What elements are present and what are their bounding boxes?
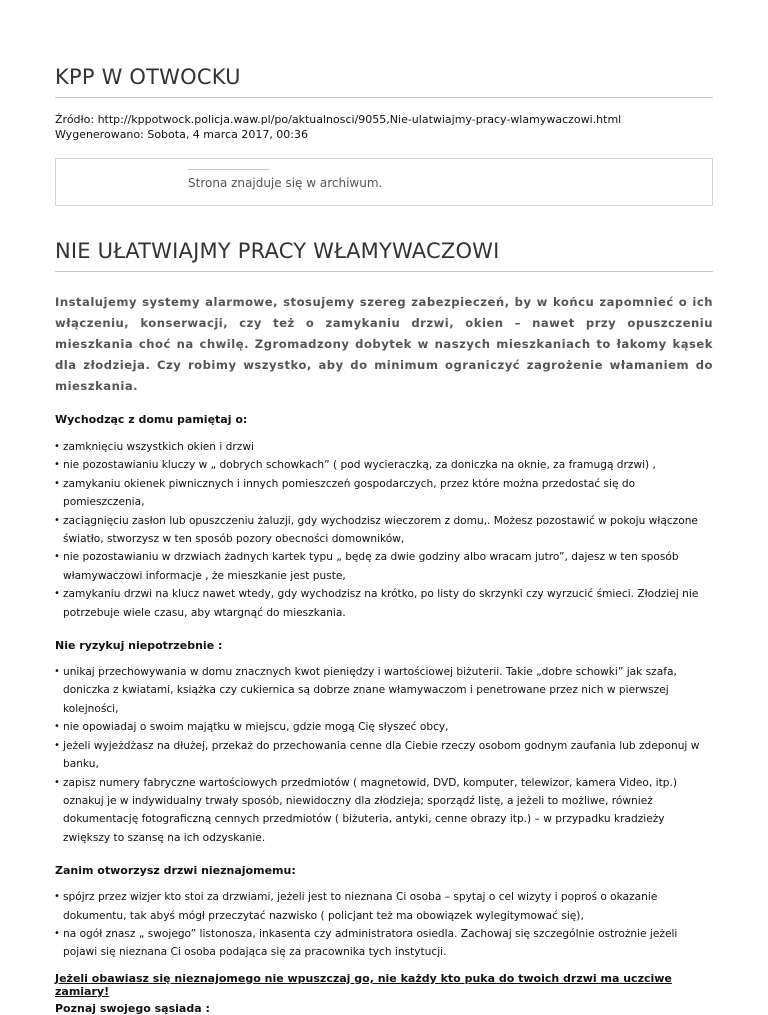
- archive-notice-divider: [188, 169, 270, 170]
- list-item: • nie opowiadaj o swoim majątku w miejscu, gdzie mogą Cię słyszeć obcy,: [55, 718, 713, 736]
- warning-text: Jeżeli obawiasz się nieznajomego nie wpuszczaj go, nie każdy kto puka do twoich drzwi ma uczciwe zamiary!: [55, 971, 672, 998]
- generated-date: Wygenerowano: Sobota, 4 marca 2017, 00:36: [55, 128, 309, 141]
- list-item: • nie pozostawianiu w drzwiach żadnych kartek typu „ będę za dwie godziny albo wracam jutro”, dajesz w ten sposób włamywaczowi informacje , że mieszkanie jest puste,: [55, 548, 713, 585]
- article-title-divider: [55, 271, 713, 272]
- list-item: • nie pozostawianiu kluczy w „ dobrych schowkach” ( pod wycieraczką, za doniczka na oknie, za framugą drzwi) ,: [55, 456, 713, 474]
- list-item: • zamknięciu wszystkich okien i drzwi: [55, 438, 713, 456]
- title-divider: [55, 97, 713, 98]
- section-heading-dont-risk: Nie ryzykuj niepotrzebnie :: [55, 639, 223, 653]
- section-heading-neighbour: Poznaj swojego sąsiada :: [55, 1001, 210, 1015]
- list-item: • spójrz przez wizjer kto stoi za drzwiami, jeżeli jest to nieznana Ci osoba – spytaj o cel wizyty i poproś o okazanie dokumentu, tak abyś mógł przeczytać nazwisko ( policjant też ma obowiązek wylegitymować się),: [55, 888, 713, 925]
- list-item: • jeżeli wyjeżdżasz na dłużej, przekaż do przechowania cenne dla Ciebie rzeczy osobom godnym zaufania lub zdeponuj w banku,: [55, 737, 713, 774]
- section-heading-strangers: Zanim otworzysz drzwi nieznajomemu:: [55, 864, 296, 878]
- list-strangers: [55, 888, 713, 962]
- list-leaving-home: [55, 438, 713, 622]
- list-dont-risk: [55, 663, 713, 847]
- list-item: • na ogół znasz „ swojego” listonosza, inkasenta czy administratora osiedla. Zachowaj się szczególnie ostrożnie jeżeli pojawi się nieznana Ci osoba podająca się za pracownika tych instytucji.: [55, 925, 713, 962]
- source-url: Źródło: http://kppotwock.policja.waw.pl/po/aktualnosci/9055,Nie-ulatwiajmy-pracy-wlamywaczowi.html: [55, 113, 622, 126]
- archive-notice: Strona znajduje się w archiwum.: [188, 176, 383, 190]
- site-title: KPP W OTWOCKU: [55, 65, 241, 89]
- list-item: • unikaj przechowywania w domu znacznych kwot pieniędzy i wartościowej biżuterii. Takie „dobre schowki” jak szafa, doniczka z kwiatami, książka czy cukiernica są dobrze znane włamywaczom i penetrowane przez nich w pierwszej kolejności,: [55, 663, 713, 718]
- list-item: • zamykaniu okienek piwnicznych i innych pomieszczeń gospodarczych, przez które można przedostać się do pomieszczenia,: [55, 475, 713, 512]
- list-item: • zaciągnięciu zasłon lub opuszczeniu żaluzji, gdy wychodzisz wieczorem z domu,. Możesz pozostawić w pokoju włączone światło, stworzysz w ten sposób pozory obecności domowników,: [55, 512, 713, 549]
- list-item: • zapisz numery fabryczne wartościowych przedmiotów ( magnetowid, DVD, komputer, telewizor, kamera Video, itp.) oznakuj je w indywidualny trwały sposób, niewidoczny dla złodzieja; sporządź listę, a jeżeli to możliwe, również dokumentację fotograficzną cennych przedmiotów ( biżuteria, antyki, cenne obrazy itp.) – w przypadku kradzieży zwiększy to szansę na ich odzyskanie.: [55, 774, 713, 848]
- section-heading-leaving-home: Wychodząc z domu pamiętaj o:: [55, 413, 248, 426]
- article-lead: Instalujemy systemy alarmowe, stosujemy szereg zabezpieczeń, by w końcu zapomnieć o ich włączeniu, konserwacji, czy też o zamykaniu drzwi, okien – nawet przy opuszczeniu mieszkania choć na chwilę. Zgromadzony dobytek w naszych mieszkaniach to łakomy kąsek dla złodzieja. Czy robimy wszystko, aby do minimum ograniczyć zagrożenie włamaniem do mieszkania.: [55, 295, 713, 393]
- document-meta: [55, 112, 713, 142]
- list-item: • zamykaniu drzwi na klucz nawet wtedy, gdy wychodzisz na krótko, po listy do skrzynki czy wyrzucić śmieci. Złodziej nie potrzebuje wiele czasu, aby wtargnąć do mieszkania.: [55, 585, 713, 622]
- article-title: NIE UŁATWIAJMY PRACY WŁAMYWACZOWI: [55, 239, 500, 263]
- archive-notice-box: [55, 158, 713, 206]
